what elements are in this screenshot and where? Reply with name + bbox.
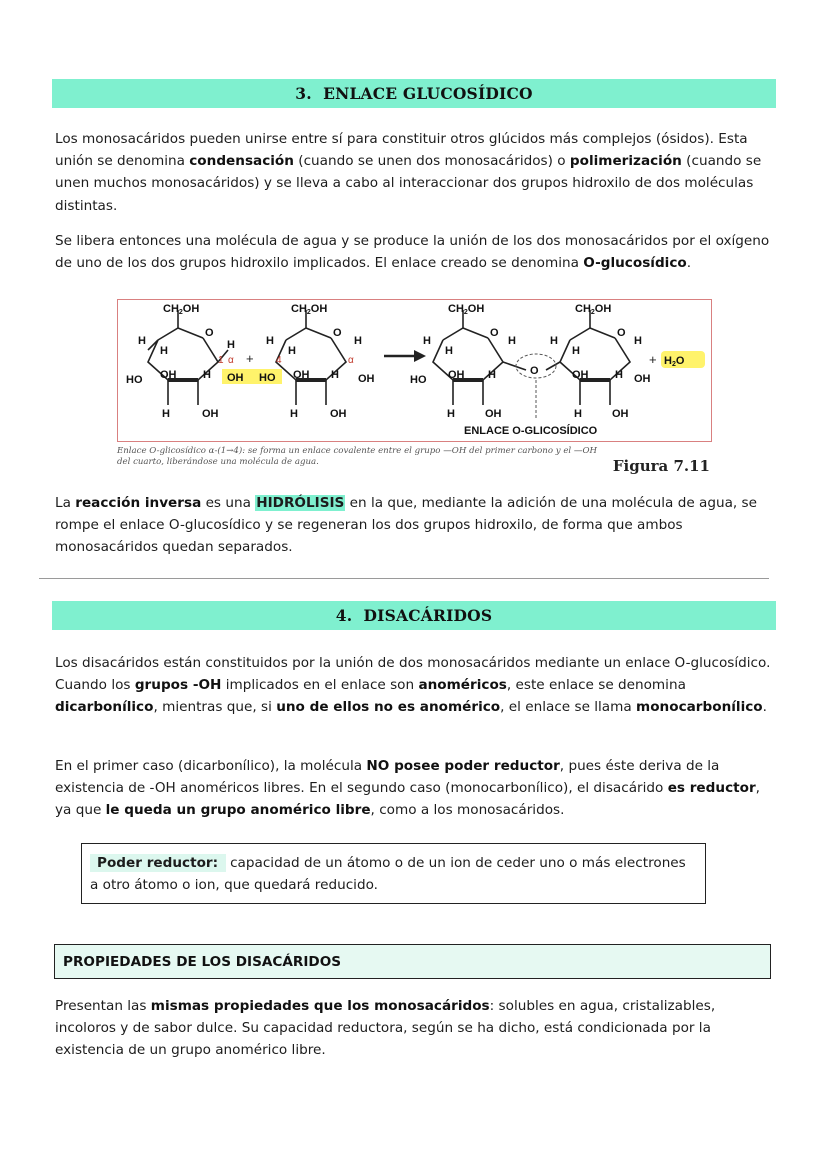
svg-text:H: H: [227, 339, 235, 351]
svg-text:OH: OH: [448, 369, 465, 381]
glycosidic-reaction-diagram: [118, 300, 710, 440]
svg-text:OH: OH: [293, 369, 310, 381]
water-label: H: [664, 355, 672, 367]
svg-text:OH: OH: [202, 408, 219, 420]
svg-text:O: O: [530, 365, 539, 377]
svg-text:HO: HO: [410, 374, 427, 386]
hydrolysis-highlight: HIDRÓLISIS: [256, 495, 345, 511]
svg-text:H: H: [634, 335, 642, 347]
carbon-4-label: 4: [276, 355, 282, 366]
section-4-paragraph-2: En el primer caso (dicarbonílico), la molécula NO posee poder reductor, pues éste deriva de la existencia de -OH anoméricos libres. En el segundo caso (monocarbonílico), el disacárido es reductor, ya que le queda un grupo anomérico libre, como a los monosacáridos.: [55, 758, 760, 819]
svg-text:H: H: [203, 369, 211, 381]
ring1-ch2oh-label: CH: [163, 303, 179, 315]
svg-text:H: H: [488, 369, 496, 381]
svg-text:H: H: [572, 345, 580, 357]
section-3-paragraph-2: Se libera entonces una molécula de agua y se produce la unión de los dos monosacáridos por el oxígeno de uno de los dos grupos hidroxilo implicados. El enlace creado se denomina O-glucosídico.: [55, 233, 770, 272]
svg-text:O: O: [205, 327, 214, 339]
definition-term: Poder reductor:: [90, 854, 226, 872]
svg-text:OH: OH: [227, 372, 244, 384]
plus-sign-2: +: [649, 352, 657, 367]
svg-text:H: H: [288, 345, 296, 357]
plus-sign-1: +: [246, 351, 254, 366]
svg-text:HO: HO: [126, 374, 143, 386]
svg-text:H: H: [445, 345, 453, 357]
svg-text:H: H: [447, 408, 455, 420]
svg-text:OH: OH: [485, 408, 502, 420]
svg-text:OH: OH: [358, 373, 375, 385]
section-4-title: DISACÁRIDOS: [363, 606, 493, 625]
svg-text:OH: OH: [330, 408, 347, 420]
svg-text:H: H: [354, 335, 362, 347]
section-divider: [39, 578, 769, 579]
svg-text:H: H: [162, 408, 170, 420]
section-3-title: ENLACE GLUCOSÍDICO: [323, 84, 533, 103]
svg-text:CH2OH: CH2OH: [575, 303, 612, 316]
bond-label: ENLACE O-GLICOSÍDICO: [464, 425, 598, 437]
glycosidic-bond-figure: [117, 299, 712, 479]
section-3-heading: [52, 79, 776, 108]
figure-caption: Enlace O-glicosídico α-(1→4): se forma un enlace covalente entre el grupo —OH del primer carbono y el —OH del cuarto, liberándose una molécula de agua.: [117, 446, 598, 467]
svg-text:O: O: [617, 327, 626, 339]
properties-heading: [54, 944, 771, 979]
svg-text:H: H: [290, 408, 298, 420]
ring3-ch2oh-label: CH: [448, 303, 464, 315]
svg-text:OH: OH: [160, 369, 177, 381]
ring2-ch2oh-label: CH: [291, 303, 307, 315]
section-3-paragraph-3: La reacción inversa es una HIDRÓLISIS en la que, mediante la adición de una molécula de agua, se rompe el enlace O-glucosídico y se regeneran los dos grupos hidroxilo, de forma que ambos monosacáridos quedan separados.: [55, 495, 757, 556]
svg-text:CH2OH: CH2OH: [448, 303, 485, 316]
svg-text:H: H: [266, 335, 274, 347]
svg-text:H: H: [615, 369, 623, 381]
svg-text:CH2OH: CH2OH: [163, 303, 200, 316]
alpha-label: α: [228, 355, 234, 366]
svg-text:O: O: [333, 327, 342, 339]
svg-text:H: H: [508, 335, 516, 347]
section-4-number: 4.: [335, 606, 353, 625]
svg-text:HO: HO: [259, 372, 276, 384]
definition-box: [81, 843, 706, 904]
definition-text: capacidad de un átomo o de un ion de ceder uno o más electrones a otro átomo o ion, que quedará reducido.: [90, 855, 686, 894]
svg-text:O: O: [490, 327, 499, 339]
svg-text:OH: OH: [634, 373, 651, 385]
svg-text:H: H: [331, 369, 339, 381]
section-4-paragraph-1: Los disacáridos están constituidos por la unión de dos monosacáridos mediante un enlace O-glucosídico. Cuando los grupos -OH implicados en el enlace son anoméricos, este enlace se denomina dicarbonílico, mientras que, si uno de ellos no es anomérico, el enlace se llama monocarbonílico.: [55, 655, 771, 716]
properties-title: PROPIEDADES DE LOS DISACÁRIDOS: [63, 953, 342, 970]
figure-frame: [117, 299, 712, 442]
svg-text:H: H: [550, 335, 558, 347]
properties-paragraph: Presentan las mismas propiedades que los monosacáridos: solubles en agua, cristalizables, incoloros y de sabor dulce. Su capacidad reductora, según se ha dicho, está condicionada por la existencia de un grupo anomérico libre.: [55, 998, 716, 1059]
figure-label: Figura 7.11: [612, 457, 710, 475]
svg-text:H: H: [138, 335, 146, 347]
svg-text:H2O: H2O: [664, 355, 685, 368]
section-4-heading: [52, 601, 776, 630]
carbon-1-label: 1: [218, 355, 224, 366]
ring4-ch2oh-label: CH: [575, 303, 591, 315]
svg-text:CH2OH: CH2OH: [291, 303, 328, 316]
section-3-paragraph-1: Los monosacáridos pueden unirse entre sí para constituir otros glúcidos más complejos (ósidos). Esta unión se denomina condensación (cuando se unen dos monosacáridos) o polimerización (cuando se unen muchos monosacáridos) y se lleva a cabo al interaccionar dos grupos hidroxilo de dos moléculas distintas.: [55, 131, 762, 214]
svg-text:H: H: [423, 335, 431, 347]
alpha-label-2: α: [348, 355, 354, 366]
svg-text:OH: OH: [612, 408, 629, 420]
section-3-number: 3.: [295, 84, 312, 103]
svg-text:H: H: [160, 345, 168, 357]
svg-text:H: H: [574, 408, 582, 420]
svg-text:OH: OH: [572, 369, 589, 381]
